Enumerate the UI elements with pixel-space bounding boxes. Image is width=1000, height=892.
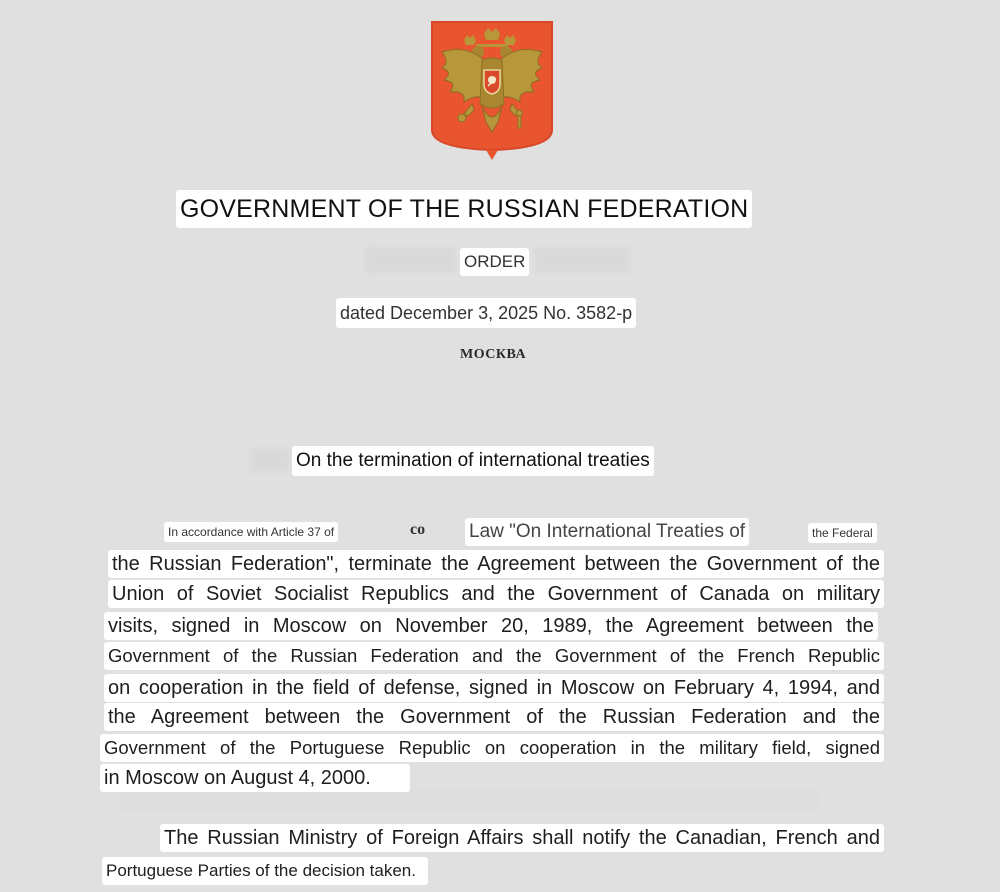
order-label: ORDER xyxy=(460,248,529,276)
order-subject: On the termination of international treaties xyxy=(292,446,654,476)
paragraph1-line: in Moscow on August 4, 2000. xyxy=(100,764,410,792)
paragraph1-fragment-d: the Federal xyxy=(808,523,877,543)
paragraph1-line: visits, signed in Moscow on November 20, 1989, the Agreement between the xyxy=(104,612,878,640)
order-date: dated December 3, 2025 No. 3582-p xyxy=(336,298,636,328)
ghost-text xyxy=(535,247,630,273)
paragraph1-line: the Agreement between the Government of the Russian Federation and the xyxy=(104,703,884,731)
paragraph1-line: the Russian Federation", terminate the Agreement between the Government of the xyxy=(108,550,884,578)
coat-of-arms-emblem xyxy=(428,18,556,160)
paragraph1-fragment-c: Law "On International Treaties of xyxy=(465,518,749,546)
paragraph1-line: Government of the Russian Federation and the Government of the French Republic xyxy=(104,642,884,670)
paragraph1-line: on cooperation in the field of defense, signed in Moscow on February 4, 1994, and xyxy=(104,674,884,702)
paragraph1-fragment-a: In accordance with Article 37 of xyxy=(164,522,338,542)
paragraph1-line: Union of Soviet Socialist Republics and the Government of Canada on military xyxy=(108,580,884,608)
city-name: МОСКВА xyxy=(460,347,527,362)
paragraph2-line: Portuguese Parties of the decision taken. xyxy=(102,857,428,885)
paragraph2-line: The Russian Ministry of Foreign Affairs shall notify the Canadian, French and xyxy=(160,824,884,852)
ghost-text xyxy=(365,247,455,273)
ghost-text xyxy=(250,448,290,472)
ghost-text xyxy=(120,790,820,810)
paragraph1-line: Government of the Portuguese Republic on cooperation in the military field, signed xyxy=(100,734,884,762)
document-title: GOVERNMENT OF THE RUSSIAN FEDERATION xyxy=(176,190,752,228)
paragraph1-fragment-b: co xyxy=(410,521,426,538)
